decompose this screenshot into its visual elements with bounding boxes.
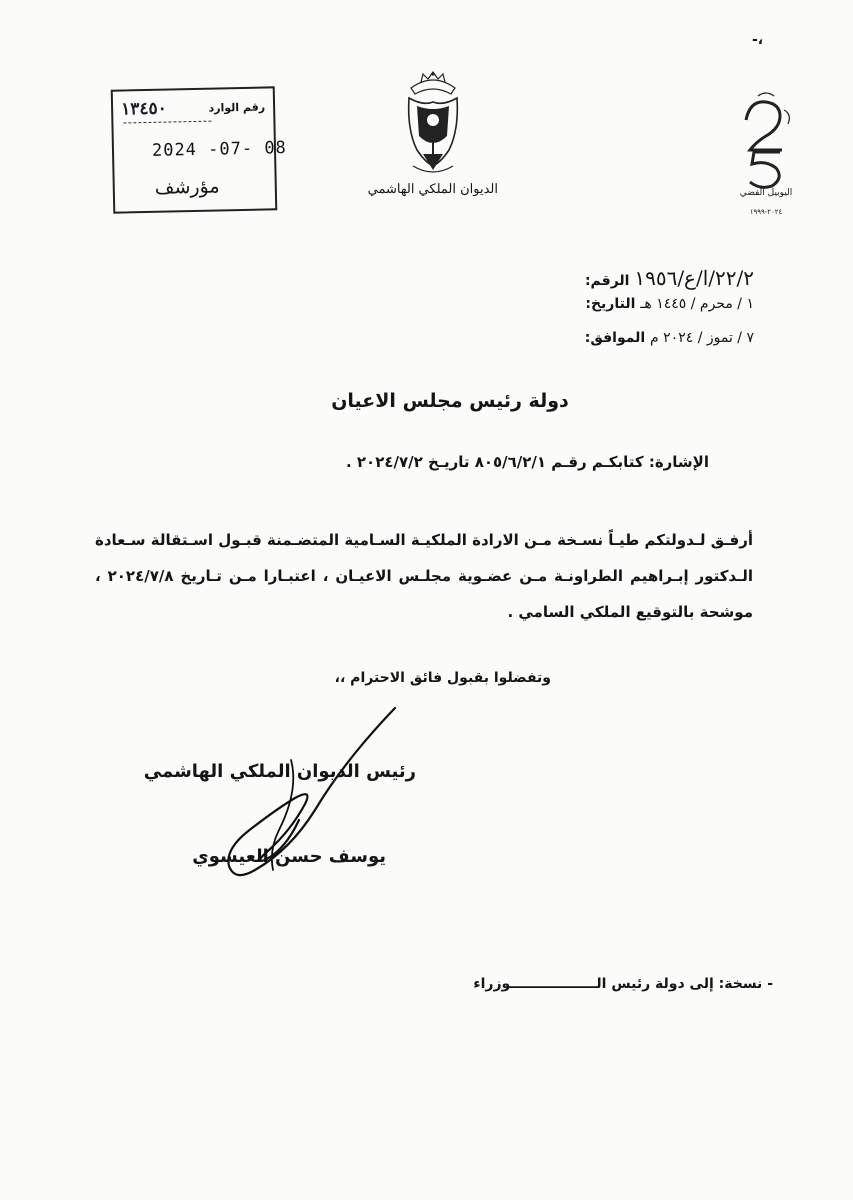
ref-number-value: ٢٢/٢/ا/ع/١٩٥٦ <box>634 266 754 290</box>
ref-date-label: التاريخ: <box>585 296 636 312</box>
addressee: دولة رئيس مجلس الاعيان <box>331 390 569 412</box>
stamp-date: 2024 -07- 08 <box>151 138 288 161</box>
stamp-number-row <box>117 96 268 129</box>
handwritten-signature <box>195 700 425 900</box>
stamp-archived-label: مؤرشف <box>154 175 220 199</box>
ref-date-line <box>585 296 760 312</box>
subject-reference: الإشارة: كتابكـم رقـم ٨٠٥/٦/٢/١ تاريـخ ٢٠٢٤/٧/٢ . <box>345 453 709 471</box>
org-caption: الديوان الملكي الهاشمي <box>367 182 498 197</box>
ref-date-value: ١ / محرم / ١٤٤٥ هـ <box>640 296 754 312</box>
corner-mark: -، <box>752 32 764 48</box>
jubilee-years: ٢٠٢٤-١٩٩٩ <box>749 208 783 216</box>
ref-equivalent-line <box>585 330 760 346</box>
signer-title: رئيس الديوان الملكي الهاشمي <box>143 761 416 782</box>
royal-emblem-icon <box>403 70 463 180</box>
ref-number-line <box>585 266 760 290</box>
ref-number-label: الرقم: <box>584 273 630 289</box>
jubilee-logo-icon <box>736 90 796 190</box>
jubilee-caption: اليوبيل الفضي <box>739 188 793 198</box>
stamp-number-value: ١٣٤٥٠ <box>120 98 167 120</box>
copy-to-line: - نسخة: إلى دولة رئيس الــــــــــــــــــوزراء <box>473 976 773 992</box>
letter-body: أرفـق لـدولتكم طيـاً نسـخة مـن الارادة الملكيـة السـامية المتضـمنة قبـول اسـتقالة سـعادة الـدكتور إبـراهيم الطراونـة مـن عضـوية مجلـس الاعيـان ، اعتبـارا مـن تـاريخ ٢٠٢٤/٧/٨ ، موشحة بالتوقيع الملكي السامي . <box>95 531 754 621</box>
stamp-number-label: رقم الوارد <box>208 100 266 115</box>
signer-name: يوسف حسن العيسوي <box>192 846 386 867</box>
incoming-stamp <box>111 86 288 213</box>
stamp-number-line <box>123 121 211 124</box>
ref-equivalent-label: الموافق: <box>584 330 646 346</box>
closing-line: وتفضلوا بقبول فائق الاحترام ،، <box>334 670 551 686</box>
ref-equivalent-value: ٧ / تموز / ٢٠٢٤ م <box>650 330 754 346</box>
